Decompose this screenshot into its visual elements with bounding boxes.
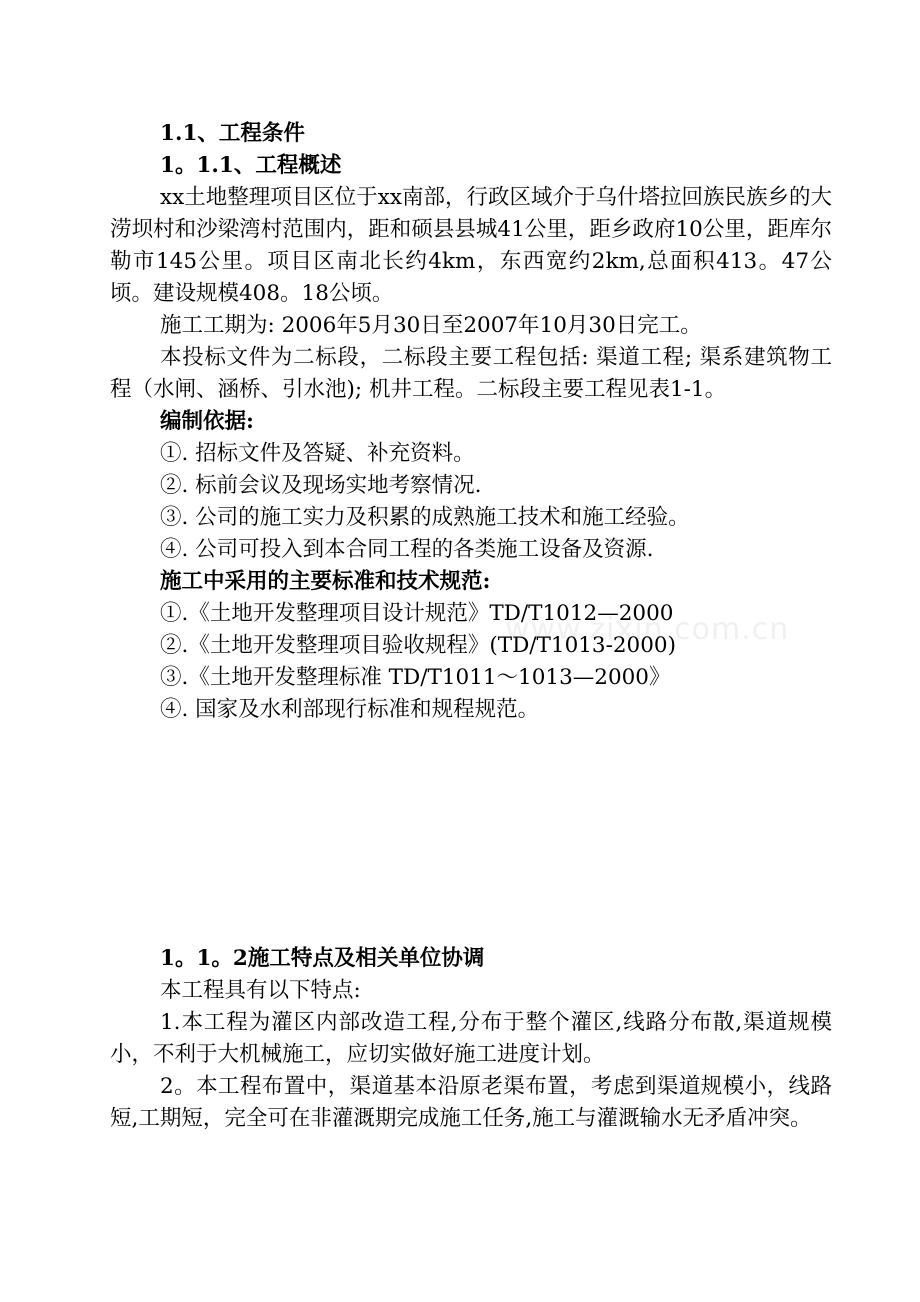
basis-item: ④. 公司可投入到本合同工程的各类施工设备及资源. [160,537,654,562]
standard-item: ③.《土地开发整理标准 TD/T1011～1013—2000》 [160,665,671,690]
document-page [110,118,832,1135]
standards-heading: 施工中采用的主要标准和技术规范: [160,569,491,594]
blank-space [110,726,832,943]
basis-heading: 编制依据: [160,409,254,434]
overview-paragraph: xx土地整理项目区位于xx南部，行政区域介于乌什塔拉回族民族乡的大涝坝村和沙梁湾村范围内，距和硕县县城41公里，距乡政府10公里，距库尔勒市145公里。项目区南北长约4km，东西宽约2km,总面积413。47公顷。建设规模408。18公顷。 [110,185,833,306]
section-title: 1.1、工程条件 [160,121,305,146]
features-intro: 本工程具有以下特点: [160,978,361,1003]
subsection-2-title: 1。1。2施工特点及相关单位协调 [160,946,485,971]
scope-paragraph: 本投标文件为二标段，二标段主要工程包括: 渠道工程; 渠系建筑物工程（水闸、涵桥、引水池); 机井工程。二标段主要工程见表1-1。 [110,345,832,402]
basis-item: ①. 招标文件及答疑、补充资料。 [160,441,475,466]
standard-item: ④. 国家及水利部现行标准和规程规范。 [160,697,540,722]
basis-item: ③. 公司的施工实力及积累的成熟施工技术和施工经验。 [160,505,690,530]
feature-paragraph: 1.本工程为灌区内部改造工程,分布于整个灌区,线路分布散,渠道规模小，不利于大机械施工，应切实做好施工进度计划。 [110,1010,832,1067]
standard-item: ②.《土地开发整理项目验收规程》(TD/T1013-2000) [160,633,676,658]
standard-item: ①.《土地开发整理项目设计规范》TD/T1012—2000 [160,601,674,626]
watermark: www.zixin.com.cn [505,612,790,647]
schedule-paragraph: 施工工期为: 2006年5月30日至2007年10月30日完工。 [160,313,702,338]
feature-paragraph: 2。本工程布置中，渠道基本沿原老渠布置，考虑到渠道规模小，线路短,工期短，完全可在非灌溉期完成施工任务,施工与灌溉输水无矛盾冲突。 [110,1074,832,1131]
subsection-1-title: 1。1.1、工程概述 [160,153,342,178]
basis-item: ②. 标前会议及现场实地考察情况. [160,473,482,498]
